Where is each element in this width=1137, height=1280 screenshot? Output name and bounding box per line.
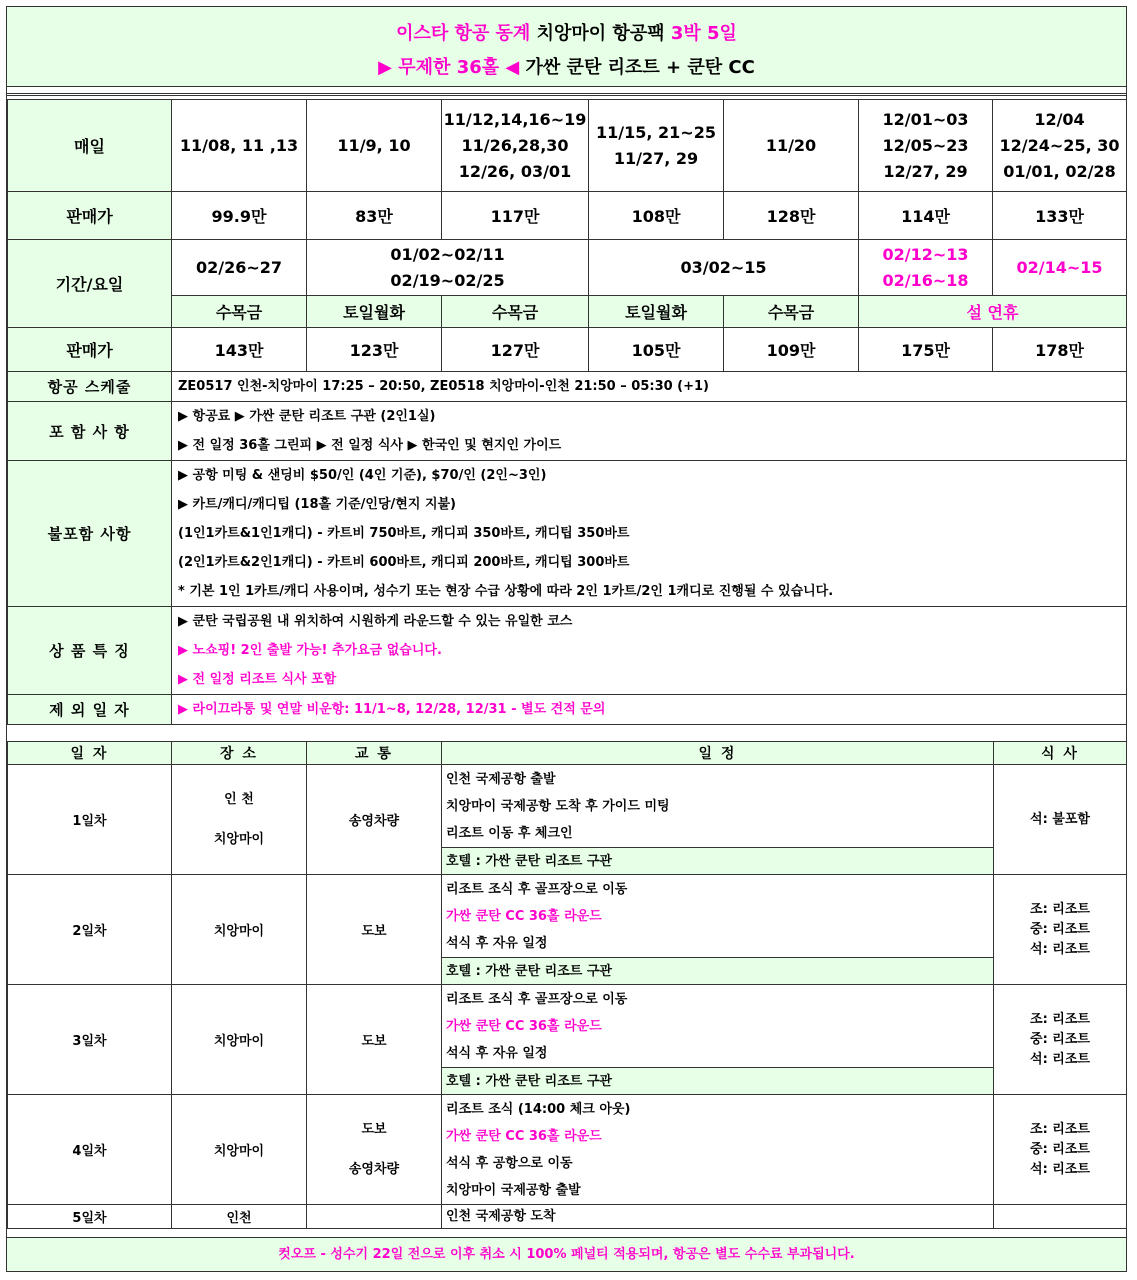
- date-line: 11/27, 29: [613, 148, 699, 168]
- subtitle-resort: 가싼 쿤탄 리조트 + 쿤탄 CC: [519, 57, 755, 78]
- itinerary-item: 치앙마이 국제공항 출발: [446, 1182, 581, 1198]
- features-cell: [172, 607, 1127, 695]
- itinerary-cell: [442, 765, 994, 875]
- meal-text: 중: 리조트: [1030, 921, 1090, 937]
- title-package: 치앙마이 항공팩: [530, 23, 671, 44]
- feature-item: ▶ 전 일정 리조트 식사 포함: [178, 672, 337, 687]
- transport-text: 송영차량: [348, 814, 400, 829]
- date-stack-7: [993, 107, 1126, 185]
- col-header-place: 장 소: [172, 742, 307, 765]
- date-line: 11/12,14,16~19: [443, 109, 587, 129]
- transport-cell: [307, 1205, 442, 1229]
- meal-text: 석: 리조트: [1030, 1161, 1090, 1177]
- inclusions-label: 포 함 사 항: [8, 402, 172, 461]
- period-cell: [172, 240, 307, 296]
- weekday-cell-holiday: 설 연휴: [859, 296, 1127, 328]
- period-label: 기간/요일: [8, 240, 172, 328]
- table-row: [8, 1095, 1127, 1205]
- meals-cell: [994, 765, 1127, 875]
- price-cell: 128만: [724, 192, 859, 240]
- meal-text: 석: 리조트: [1030, 1051, 1090, 1067]
- price-cell: 114만: [859, 192, 993, 240]
- price-label: 판매가: [8, 328, 172, 372]
- period-stack: [589, 255, 858, 281]
- table-row: [8, 985, 1127, 1095]
- flight-label: 항공 스케줄: [8, 372, 172, 402]
- weekday-cell: 수목금: [442, 296, 589, 328]
- weekday-cell: 토일월화: [589, 296, 724, 328]
- title-airline: 이스타 항공 동계: [396, 23, 531, 44]
- itinerary-item: 석식 후 자유 일정: [446, 935, 548, 951]
- period-cell: [307, 240, 589, 296]
- date-stack-1: [172, 133, 306, 159]
- col-header-transport: 교 통: [307, 742, 442, 765]
- col-header-day: 일 자: [8, 742, 172, 765]
- date-line: 12/04: [1034, 109, 1085, 129]
- date-line: 12/05~23: [882, 135, 969, 155]
- price-cell: 178만: [993, 328, 1127, 372]
- weekday-cell: 수목금: [172, 296, 307, 328]
- price-cell: 123만: [307, 328, 442, 372]
- price-cell: 108만: [589, 192, 724, 240]
- title-duration: 3박 5일: [670, 23, 737, 44]
- period-cell-holiday: [859, 240, 993, 296]
- info-table: [7, 371, 1127, 725]
- exclusion-item: (2인1카트&2인1캐디) - 카트비 600바트, 캐디피 200바트, 캐디팁 300바트: [178, 555, 630, 570]
- date-line: 12/01~03: [882, 109, 969, 129]
- price-cell: 105만: [589, 328, 724, 372]
- cancellation-notice: 컷오프 - 성수기 22일 전으로 이후 취소 시 100% 페널티 적용되며, 항공은 별도 수수료 부과됩니다.: [7, 1237, 1126, 1271]
- place-text: 치앙마이: [213, 831, 265, 847]
- transport-cell: 도보: [307, 875, 442, 985]
- inclusion-item: ▶ 전 일정 36홀 그린피 ▶ 전 일정 식사 ▶ 한국인 및 현지인 가이드: [178, 438, 562, 453]
- transport-cell: [307, 1095, 442, 1205]
- period-stack: [307, 242, 588, 294]
- day-cell: 3일차: [8, 985, 172, 1095]
- day-cell: 5일차: [8, 1205, 172, 1229]
- daily-date-cell: [589, 100, 724, 192]
- subtitle-line: [7, 53, 1126, 79]
- date-line: 12/24~25, 30: [999, 135, 1120, 155]
- itinerary-cell: [442, 875, 994, 985]
- flight-cell: [172, 372, 1127, 402]
- table-row: [8, 1205, 1127, 1229]
- itinerary-item: 인천 국제공항 도착: [446, 1208, 556, 1224]
- date-line: 12/26, 03/01: [458, 161, 572, 181]
- title-header: [7, 7, 1126, 87]
- date-stack-3: [442, 107, 588, 185]
- price-cell: 117만: [442, 192, 589, 240]
- transport-text: 도보: [361, 1121, 387, 1137]
- meal-text: 조: 리조트: [1030, 901, 1090, 917]
- date-line: 12/27, 29: [883, 161, 968, 181]
- place-text: 인 천: [224, 791, 254, 807]
- price-cell: 109만: [724, 328, 859, 372]
- meals-cell: [994, 1205, 1127, 1229]
- daily-date-cell: [172, 100, 307, 192]
- excluded-dates: ▶ 라이끄라통 및 연말 비운항: 11/1~8, 12/28, 12/31 - 별도 견적 문의: [178, 702, 606, 717]
- hotel-line: 호텔 : 가싼 쿤탄 리조트 구관: [442, 847, 993, 874]
- col-header-meals: 식 사: [994, 742, 1127, 765]
- itinerary-item: 석식 후 공항으로 이동: [446, 1155, 573, 1171]
- place-cell: 치앙마이: [172, 1095, 307, 1205]
- daily-label: 매일: [8, 100, 172, 192]
- exclusion-item: (1인1카트&1인1캐디) - 카트비 750바트, 캐디피 350바트, 캐디팁 350바트: [178, 526, 630, 541]
- transport-cell: 도보: [307, 985, 442, 1095]
- date-stack-4: [589, 120, 723, 172]
- place-cell: 인천: [172, 1205, 307, 1229]
- period-stack: [172, 255, 306, 281]
- col-header-itinerary: 일 정: [442, 742, 994, 765]
- meals-cell: [994, 875, 1127, 985]
- day-cell: 2일차: [8, 875, 172, 985]
- itinerary-cell: [442, 1095, 994, 1205]
- date-line: 11/9, 10: [337, 135, 411, 155]
- table-row: [8, 875, 1127, 985]
- subtitle-holes: ▶ 무제한 36홀 ◀: [378, 57, 520, 78]
- period-line: 02/19~02/25: [390, 270, 505, 290]
- hotel-line: 호텔 : 가싼 쿤탄 리조트 구관: [442, 1067, 993, 1094]
- date-line: 01/01, 02/28: [1003, 161, 1116, 181]
- itinerary-item: 가싼 쿤탄 CC 36홀 라운드: [446, 1128, 602, 1144]
- place-cell: [172, 765, 307, 875]
- itinerary-item: 리조트 이동 후 체크인: [446, 825, 573, 841]
- transport-cell: [307, 765, 442, 875]
- meals-cell: [994, 1095, 1127, 1205]
- exclusions-label: 불포함 사항: [8, 461, 172, 607]
- exclusions-cell: [172, 461, 1127, 607]
- price-cell: 175만: [859, 328, 993, 372]
- meal-text: 조: 리조트: [1030, 1121, 1090, 1137]
- feature-item: ▶ 쿤탄 국립공원 내 위치하여 시원하게 라운드할 수 있는 유일한 코스: [178, 614, 573, 629]
- period-line: 02/12~13: [882, 244, 969, 264]
- period-line: 03/02~15: [680, 257, 767, 277]
- daily-date-cell: [859, 100, 993, 192]
- exclusion-item: ▶ 카트/캐디/캐디팁 (18홀 기준/인당/현지 지불): [178, 497, 456, 512]
- date-line: 11/20: [765, 135, 817, 155]
- itinerary-item: 리조트 조식 후 골프장으로 이동: [446, 991, 628, 1007]
- period-line: 02/26~27: [195, 257, 283, 277]
- itinerary-document: [6, 6, 1127, 1272]
- exclusion-note: * 기본 1인 1카트/캐디 사용이며, 성수기 또는 현장 수급 상황에 따라 2인 1카트/2인 1캐디로 진행될 수 있습니다.: [178, 584, 834, 599]
- itinerary-item: 석식 후 자유 일정: [446, 1045, 548, 1061]
- meal-text: 중: 리조트: [1030, 1031, 1090, 1047]
- excluded-dates-cell: [172, 695, 1127, 725]
- daily-date-cell: [307, 100, 442, 192]
- exclusion-item: ▶ 공항 미팅 & 샌딩비 $50/인 (4인 기준), $70/인 (2인~3인): [178, 468, 547, 483]
- date-line: 11/08, 11 ,13: [179, 135, 299, 155]
- inclusions-cell: [172, 402, 1127, 461]
- date-stack-2: [307, 133, 441, 159]
- features-label: 상 품 특 징: [8, 607, 172, 695]
- feature-item: ▶ 노쇼핑! 2인 출발 가능! 추가요금 없습니다.: [178, 643, 442, 658]
- date-stack-5: [724, 133, 858, 159]
- meals-cell: [994, 985, 1127, 1095]
- price-cell: 83만: [307, 192, 442, 240]
- day-cell: 4일차: [8, 1095, 172, 1205]
- price-cell: 143만: [172, 328, 307, 372]
- price-cell: 133만: [993, 192, 1127, 240]
- itinerary-item: 인천 국제공항 출발: [446, 771, 556, 787]
- itinerary-cell: [442, 1205, 994, 1229]
- title-line: [7, 19, 1126, 45]
- date-line: 11/26,28,30: [461, 135, 569, 155]
- pricing-table: [7, 99, 1127, 372]
- header-divider: [7, 93, 1126, 96]
- inclusion-item: ▶ 항공료 ▶ 가싼 쿤탄 리조트 구관 (2인1실): [178, 409, 436, 424]
- itinerary-item: 리조트 조식 후 골프장으로 이동: [446, 881, 628, 897]
- period-line: 02/16~18: [882, 270, 969, 290]
- weekday-cell: 토일월화: [307, 296, 442, 328]
- period-cell: [589, 240, 859, 296]
- itinerary-item: 리조트 조식 (14:00 체크 아웃): [446, 1101, 631, 1117]
- price-cell: 127만: [442, 328, 589, 372]
- weekday-cell: 수목금: [724, 296, 859, 328]
- meal-text: 석: 불포함: [1030, 811, 1090, 827]
- excluded-dates-label: 제 외 일 자: [8, 695, 172, 725]
- table-row: [8, 765, 1127, 875]
- period-stack: [859, 242, 992, 294]
- day-cell: 1일차: [8, 765, 172, 875]
- itinerary-item: 가싼 쿤탄 CC 36홀 라운드: [446, 1018, 602, 1034]
- itinerary-item: 가싼 쿤탄 CC 36홀 라운드: [446, 908, 602, 924]
- itinerary-item: 치앙마이 국제공항 도착 후 가이드 미팅: [446, 798, 670, 814]
- flight-schedule: ZE0517 인천-치앙마이 17:25 – 20:50, ZE0518 치앙마이-인천 21:50 – 05:30 (+1): [178, 379, 710, 394]
- meal-text: 석: 리조트: [1030, 941, 1090, 957]
- price-cell: 99.9만: [172, 192, 307, 240]
- place-cell: 치앙마이: [172, 875, 307, 985]
- price-label: 판매가: [8, 192, 172, 240]
- period-stack: [993, 255, 1126, 281]
- daily-date-cell: [993, 100, 1127, 192]
- meal-text: 조: 리조트: [1030, 1011, 1090, 1027]
- hotel-line: 호텔 : 가싼 쿤탄 리조트 구관: [442, 957, 993, 984]
- daily-date-cell: [442, 100, 589, 192]
- daily-date-cell: [724, 100, 859, 192]
- period-cell-holiday: [993, 240, 1127, 296]
- schedule-table: [7, 741, 1127, 1229]
- date-line: 11/15, 21~25: [596, 122, 716, 142]
- date-stack-6: [859, 107, 992, 185]
- period-line: 02/14~15: [1016, 257, 1103, 277]
- meal-text: 중: 리조트: [1030, 1141, 1090, 1157]
- place-cell: 치앙마이: [172, 985, 307, 1095]
- period-line: 01/02~02/11: [390, 244, 505, 264]
- transport-text: 송영차량: [348, 1161, 400, 1177]
- itinerary-cell: [442, 985, 994, 1095]
